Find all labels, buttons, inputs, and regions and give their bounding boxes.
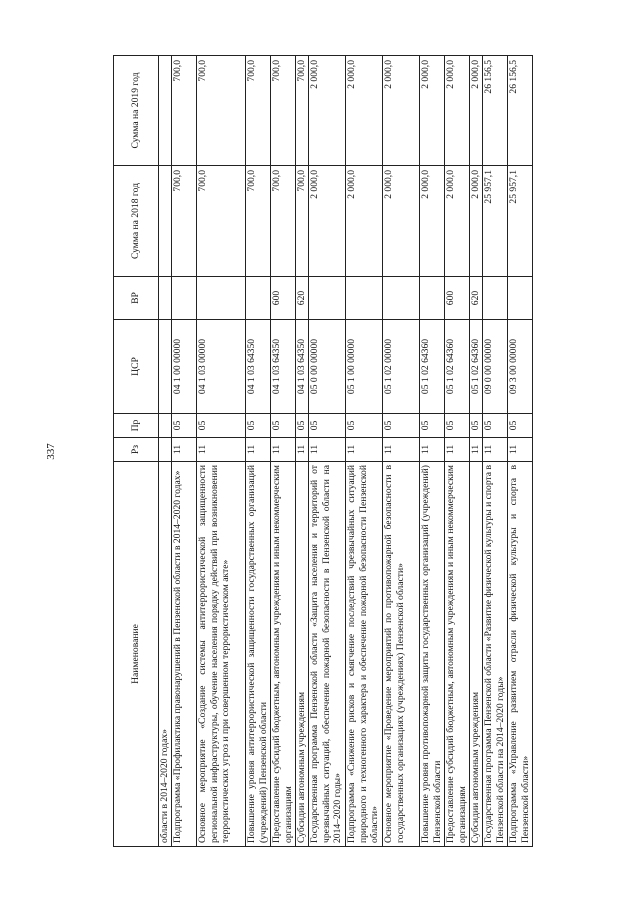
cell-csr: 04 1 03 64350 <box>246 320 271 414</box>
table-row <box>159 56 172 847</box>
cell-csr: 05 0 00 00000 <box>309 320 346 414</box>
cell-pr: 05 <box>420 414 445 438</box>
cell-sum-2018: 25 957,1 <box>483 166 508 277</box>
cell-rz: 11 <box>271 438 296 462</box>
cell-name: Подпрограмма «Снижение рисков и смягчение последствий чрезвычайных ситуаций природного и техногенного характера и обеспечение пожарной безопасности Пензенской области» <box>346 462 383 847</box>
cell-csr: 05 1 00 00000 <box>346 320 383 414</box>
cell-vr: 620 <box>296 277 309 320</box>
cell-csr: 09 0 00 00000 <box>483 320 508 414</box>
cell-sum-2019: 2 000,0 <box>383 56 420 166</box>
table-row <box>197 56 246 847</box>
cell-pr: 05 <box>483 414 508 438</box>
cell-sum-2018: 2 000,0 <box>346 166 383 277</box>
cell-sum-2019: 700,0 <box>197 56 246 166</box>
cell-csr: 09 3 00 00000 <box>508 320 533 414</box>
cell-csr: 05 1 02 00000 <box>383 320 420 414</box>
cell-sum-2019: 26 156,5 <box>483 56 508 166</box>
cell-rz: 11 <box>296 438 309 462</box>
cell-pr: 05 <box>246 414 271 438</box>
table-row <box>309 56 346 847</box>
cell-name: Основное мероприятие «Создание системы антитеррористической защищенности региональной инфраструктуры, обучение населения порядку действий при возникновении террористических угроз и при совершенном террористическом акте» <box>197 462 246 847</box>
table-row <box>483 56 508 847</box>
cell-sum-2019: 2 000,0 <box>420 56 445 166</box>
header-row <box>114 56 159 847</box>
cell-pr: 05 <box>346 414 383 438</box>
cell-name: Основное мероприятие «Проведение мероприятий по противопожарной безопасности в государственных организациях (учреждениях) Пензенской области» <box>383 462 420 847</box>
cell-sum-2018: 2 000,0 <box>445 166 470 277</box>
cell-rz: 11 <box>172 438 197 462</box>
cell-csr: 05 1 02 64360 <box>470 320 483 414</box>
cell-vr <box>172 277 197 320</box>
cell-vr <box>346 277 383 320</box>
cell-sum-2018: 700,0 <box>296 166 309 277</box>
cell-csr: 04 1 03 00000 <box>197 320 246 414</box>
cell-rz <box>159 438 172 462</box>
cell-csr: 04 1 00 00000 <box>172 320 197 414</box>
cell-vr <box>483 277 508 320</box>
cell-sum-2018 <box>159 166 172 277</box>
table-row <box>271 56 296 847</box>
cell-pr: 05 <box>197 414 246 438</box>
cell-vr <box>420 277 445 320</box>
cell-vr <box>159 277 172 320</box>
cell-sum-2018: 2 000,0 <box>470 166 483 277</box>
cell-sum-2018: 25 957,1 <box>508 166 533 277</box>
cell-pr: 05 <box>383 414 420 438</box>
cell-sum-2019 <box>159 56 172 166</box>
cell-pr: 05 <box>271 414 296 438</box>
cell-rz: 11 <box>383 438 420 462</box>
cell-sum-2019: 26 156,5 <box>508 56 533 166</box>
cell-pr: 05 <box>445 414 470 438</box>
cell-name: Субсидии автономным учреждениям <box>296 462 309 847</box>
cell-sum-2018: 2 000,0 <box>309 166 346 277</box>
cell-rz: 11 <box>197 438 246 462</box>
cell-sum-2019: 2 000,0 <box>445 56 470 166</box>
table-row <box>508 56 533 847</box>
cell-name: Государственная программа Пензенской области «Защита населения и территорий от чрезвычайных ситуаций, обеспечение пожарной безопасности в Пензенской области на 2014–2020 годы» <box>309 462 346 847</box>
table-row <box>420 56 445 847</box>
cell-name: Субсидии автономным учреждениям <box>470 462 483 847</box>
cell-vr <box>508 277 533 320</box>
cell-vr: 620 <box>470 277 483 320</box>
cell-sum-2018: 2 000,0 <box>420 166 445 277</box>
cell-name: Подпрограмма «Профилактика правонарушений в Пензенской области в 2014–2020 годах» <box>172 462 197 847</box>
cell-vr <box>197 277 246 320</box>
cell-rz: 11 <box>445 438 470 462</box>
cell-sum-2019: 700,0 <box>172 56 197 166</box>
cell-sum-2018: 700,0 <box>246 166 271 277</box>
page-number: 337 <box>45 443 57 460</box>
cell-name: Повышение уровня противопожарной защиты государственных организаций (учреждений) Пензенской области <box>420 462 445 847</box>
cell-rz: 11 <box>346 438 383 462</box>
cell-sum-2018: 700,0 <box>172 166 197 277</box>
header-rz: Рз <box>114 438 159 462</box>
cell-csr: 04 1 03 64350 <box>271 320 296 414</box>
cell-sum-2019: 2 000,0 <box>470 56 483 166</box>
cell-csr: 05 1 02 64360 <box>420 320 445 414</box>
cell-sum-2019: 700,0 <box>271 56 296 166</box>
cell-rz: 11 <box>483 438 508 462</box>
table-row <box>172 56 197 847</box>
cell-sum-2018: 2 000,0 <box>383 166 420 277</box>
cell-vr <box>309 277 346 320</box>
cell-sum-2018: 700,0 <box>197 166 246 277</box>
cell-name: Подпрограмма «Управление развитием отрасли физической культуры и спорта в Пензенской области» <box>508 462 533 847</box>
rotated-content <box>45 56 568 847</box>
cell-rz: 11 <box>246 438 271 462</box>
header-vr: ВР <box>114 277 159 320</box>
cell-sum-2019: 2 000,0 <box>346 56 383 166</box>
cell-csr <box>159 320 172 414</box>
cell-name: Предоставление субсидий бюджетным, автономным учреждениям и иным некоммерческим организациям <box>445 462 470 847</box>
budget-table <box>113 55 533 847</box>
cell-name: Предоставление субсидий бюджетным, автономным учреждениям и иным некоммерческим организациям <box>271 462 296 847</box>
table-row <box>470 56 483 847</box>
cell-pr <box>159 414 172 438</box>
cell-sum-2019: 700,0 <box>246 56 271 166</box>
table-row <box>445 56 470 847</box>
header-csr: ЦСР <box>114 320 159 414</box>
cell-pr: 05 <box>296 414 309 438</box>
cell-name: Государственная программа Пензенской области «Развитие физической культуры и спорта в Пензенской области на 2014–2020 годы» <box>483 462 508 847</box>
cell-vr: 600 <box>271 277 296 320</box>
cell-sum-2018: 700,0 <box>271 166 296 277</box>
cell-csr: 04 1 03 64350 <box>296 320 309 414</box>
header-name: Наименование <box>114 462 159 847</box>
cell-sum-2019: 700,0 <box>296 56 309 166</box>
cell-pr: 05 <box>309 414 346 438</box>
cell-rz: 11 <box>309 438 346 462</box>
header-pr: Пр <box>114 414 159 438</box>
table-row <box>383 56 420 847</box>
header-sum-2018: Сумма на 2018 год <box>114 166 159 277</box>
cell-rz: 11 <box>470 438 483 462</box>
cell-name: области в 2014–2020 годах» <box>159 462 172 847</box>
cell-vr: 600 <box>445 277 470 320</box>
header-sum-2019: Сумма на 2019 год <box>114 56 159 166</box>
table-row <box>246 56 271 847</box>
cell-rz: 11 <box>420 438 445 462</box>
table-row <box>296 56 309 847</box>
cell-pr: 05 <box>470 414 483 438</box>
table-row <box>346 56 383 847</box>
cell-sum-2019: 2 000,0 <box>309 56 346 166</box>
cell-pr: 05 <box>172 414 197 438</box>
cell-rz: 11 <box>508 438 533 462</box>
cell-pr: 05 <box>508 414 533 438</box>
cell-vr <box>246 277 271 320</box>
cell-vr <box>383 277 420 320</box>
cell-name: Повышение уровня антитеррористической защищенности государственных организаций (учреждений) Пензенской области <box>246 462 271 847</box>
cell-csr: 05 1 02 64360 <box>445 320 470 414</box>
